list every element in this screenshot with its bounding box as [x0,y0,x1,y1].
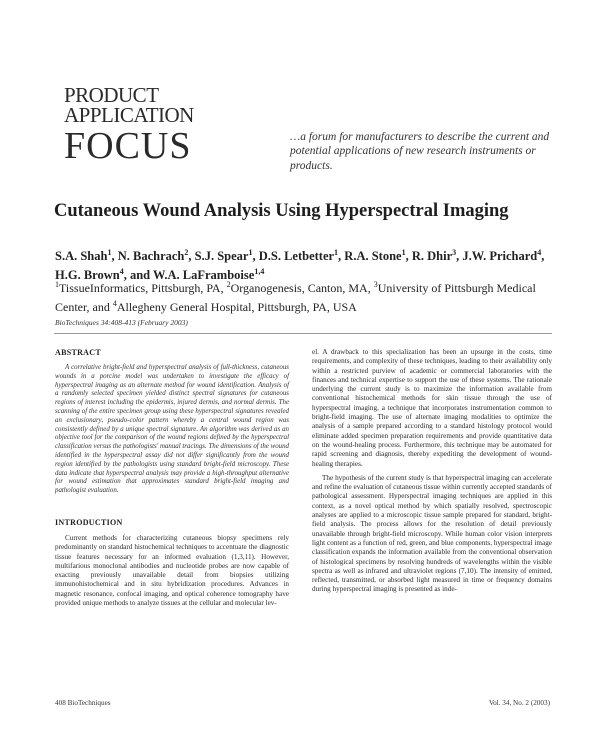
author-separator: , [111,249,118,264]
author-name: H.G. Brown [55,268,120,283]
author-affiliation-mark: 4 [537,248,542,257]
author-name: R.A. Stone [344,249,402,264]
author-separator: , [456,249,463,264]
author-separator: , and [123,268,154,283]
affiliation-number: 1 [55,280,59,289]
author-name: W.A. LaFramboise [153,268,255,283]
author-affiliation-mark: 2 [184,248,189,257]
author-affiliation-mark: 1 [107,248,112,257]
author-separator: , [541,249,545,264]
footer-page-journal: 408 BioTechniques [55,699,111,707]
divider [54,333,552,334]
author-name: J.W. Prichard [462,249,538,264]
author-name: N. Bachrach [117,249,185,264]
article-title: Cutaneous Wound Analysis Using Hyperspectral Imaging [54,201,509,221]
author-affiliation-mark: 1,4 [254,267,265,277]
author-separator: , [405,249,412,264]
footer-volume: Vol. 34, No. 2 (2003) [488,699,550,707]
introduction-heading: INTRODUCTION [55,517,123,527]
left-column [55,348,289,608]
author-separator: , [252,249,259,264]
author-affiliation-mark: 3 [452,248,457,257]
author-affiliation-mark: 1 [334,248,339,257]
affiliation-text: University of Pittsburgh Medical Center, and [55,281,536,314]
affiliation-number: 3 [373,280,378,289]
author-name: R. Dhir [411,249,453,264]
author-name: D.S. Letbetter [258,249,335,264]
abstract-text: A correlative bright-field and hyperspectral analysis of full-thickness, cutaneous wounds in a porcine model was undertaken to investigate the efficacy of hyperspectral imaging as an alternate method for wound identification. Analysis of a randomly selected specimen yielded distinct spectral signatures for cutaneous regions of interest including the epidermis, injured dermis, and normal dermis. The scanning of the entire specimen group using these hyperspectral signatures revealed an exclusionary, pseudo-color pattern whereby a central wound region was consistently defined by a unique spectral signature. An algorithm was derived as an objective tool for the comparison of the wound regions defined by the hyperspectral classification versus the pathologists' manual tracings. The dimensions of the wound identified in the hyperspectral assay did not differ significantly from the wound region identified by the pathologists using standard bright-field microscopy. These data indicate that hyperspectral analysis may provide a high-throughput alternative for wound estimation that approximates standard bright-field imaging and pathologist evaluation. [55,364,289,495]
author-affiliation-mark: 4 [119,267,124,277]
author-name: S.J. Spear [194,249,249,264]
author-separator: , [188,249,195,264]
affiliation-text: TissueInformatics, Pittsburgh, PA, [59,281,227,295]
masthead-logo [64,83,194,167]
masthead-application: APPLICATION [64,102,194,127]
masthead-tagline: …a forum for manufacturers to describe the current and potential applications of new research instruments or products. [290,131,550,172]
introduction-paragraph-1: Current methods for characterizing cutaneous biopsy specimens rely predominantly on standard histochemical techniques to accentuate the diagnostic tissue features necessary for an informed evaluation (1,3,11). However, multifarious monoclonal antibodies and nucleotide probes are now capable of exacting previously unavailable detail from biopsies utilizing immunohistochemical and in situ hybridization procedures. Advances in magnetic resonance, confocal imaging, and optical coherence tomography have provided unique methods to analyze tissues at the cellular and molecular lev- [55,533,289,608]
citation: BioTechniques 34:408-413 (February 2003) [55,318,188,327]
affiliation-number: 2 [226,280,231,289]
author-affiliation-mark: 1 [248,248,253,257]
author-name: S.A. Shah [55,249,108,264]
affiliations [55,277,555,315]
author-separator: , [338,249,345,264]
introduction-paragraph-2: The hypothesis of the current study is that hyperspectral imaging can accelerate and refine the evaluation of cutaneous tissue within currently accepted standards of pathological assessment. Hyperspectral imaging techniques are applied in this context, as a novel optical method by which spatially resolved, spectroscopic analyses are applied to a microscopic tissue sample prepared for standard, bright-field analysis. The process allows for the resolution of detail previously unavailable through bright-field microscopy. While human color vision interprets light content as a function of red, green, and blue components, hyperspectral image classification expands the information available from the conventional observation of histological specimens by resolving hundreds of wavelengths within the visible spectra as well as infrared and ultraviolet regions (7,10). The intensity of emitted, reflected, transmitted, or absorbed light measured in time or frequency domains during hyperspectral imaging is presented as inde- [312,473,552,594]
author-affiliation-mark: 1 [401,248,406,257]
introduction-paragraph-1-continued: el. A drawback to this specialization has been an upsurge in the costs, time requirements, and complexity of these techniques, leading to their availability only within a restricted purview of academic or commercial laboratories with the finances and technical expertise to support the use of these systems. The rationale underlying the current study is to maximize the information available from conventional histochemical methods for skin tissue through the use of hyperspectral imaging, a technique that incorporates instrumentation common to bright-field imaging. The use of alternate imaging modalities to optimize the analysis of a sample prepared according to a standard histology protocol would eliminate added specimen preparation requirements and provide quantitative data on the wound-healing process. Furthermore, this technique may be automated for rapid screening and diagnosis, thereby expediting the development of wound-healing therapies. [312,348,552,468]
affiliation-text: Allegheny General Hospital, Pittsburgh, PA, USA [116,300,357,314]
abstract-heading: ABSTRACT [55,348,101,357]
masthead-product: PRODUCT [64,83,159,107]
affiliation-text: Organogenesis, Canton, MA, [230,281,374,295]
right-column [312,348,552,595]
affiliation-number: 4 [112,299,117,308]
masthead-focus: FOCUS [64,124,192,167]
